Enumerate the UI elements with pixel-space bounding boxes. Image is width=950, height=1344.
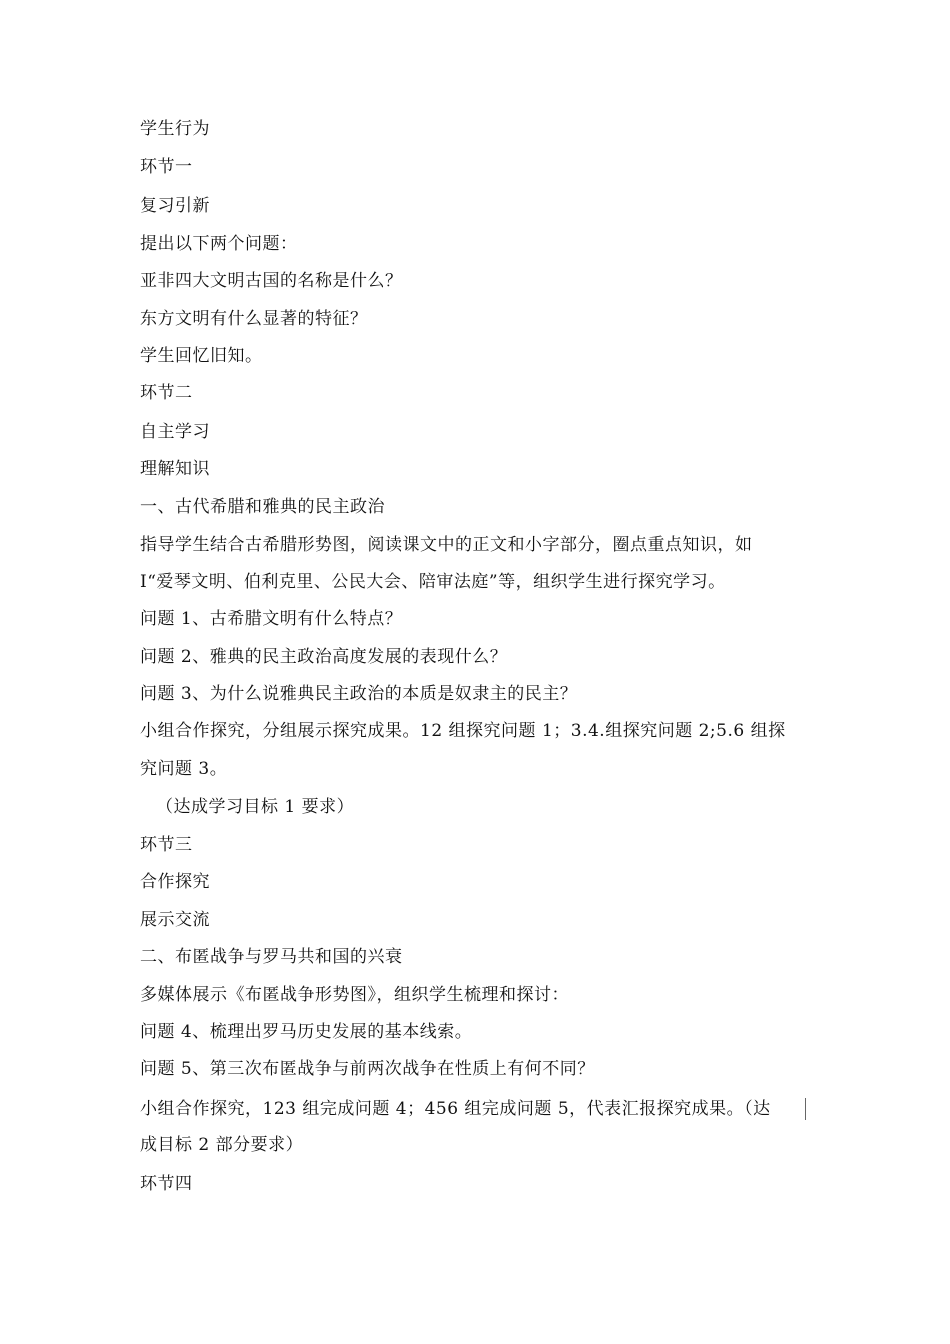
- text-line: 究问题 3。: [140, 759, 228, 779]
- text-line: 亚非四大文明古国的名称是什么？: [140, 271, 403, 291]
- text-line: 合作探究: [140, 872, 210, 892]
- text-line: 指导学生结合古希腊形势图，阅读课文中的正文和小字部分，圈点重点知识，如: [140, 535, 753, 555]
- text-line: 多媒体展示《布匿战争形势图》，组织学生梳理和探讨：: [140, 985, 569, 1005]
- text-line: 东方文明有什么显著的特征？: [140, 309, 368, 329]
- text-line: 学生回忆旧知。: [140, 346, 263, 366]
- text-line: 二、布匿战争与罗马共和国的兴衰: [140, 947, 403, 967]
- text-line: 环节三: [140, 835, 193, 855]
- text-line: 学生行为: [140, 119, 210, 139]
- text-line: 理解知识: [140, 459, 210, 479]
- text-line: 自主学习: [140, 422, 210, 442]
- text-line: 问题 3、为什么说雅典民主政治的本质是奴隶主的民主？: [140, 684, 578, 704]
- text-line: 展示交流: [140, 910, 210, 930]
- text-line: 问题 4、梳理出罗马历史发展的基本线索。: [140, 1022, 473, 1042]
- text-line: 提出以下两个问题：: [140, 234, 298, 254]
- text-line: 问题 5、第三次布匿战争与前两次战争在性质上有何不同？: [140, 1059, 595, 1079]
- text-cursor: [805, 1098, 806, 1120]
- text-line: 小组合作探究，分组展示探究成果。12 组探究问题 1；3.4.组探究问题 2;5.6 组探: [140, 721, 786, 741]
- text-line: 环节四: [140, 1174, 193, 1194]
- text-line: 环节二: [140, 383, 193, 403]
- text-line: 成目标 2 部分要求）: [140, 1135, 304, 1155]
- text-line: 一、古代希腊和雅典的民主政治: [140, 497, 385, 517]
- text-line: 问题 1、古希腊文明有什么特点？: [140, 609, 403, 629]
- text-line: （达成学习目标 1 要求）: [156, 797, 355, 817]
- text-line: 问题 2、雅典的民主政治高度发展的表现什么？: [140, 647, 508, 667]
- text-line: 复习引新: [140, 196, 210, 216]
- text-line: 环节一: [140, 157, 193, 177]
- text-line: I“爱琴文明、伯利克里、公民大会、陪审法庭”等，组织学生进行探究学习。: [140, 572, 726, 592]
- text-line: 小组合作探究，123 组完成问题 4；456 组完成问题 5，代表汇报探究成果。（达: [140, 1099, 771, 1119]
